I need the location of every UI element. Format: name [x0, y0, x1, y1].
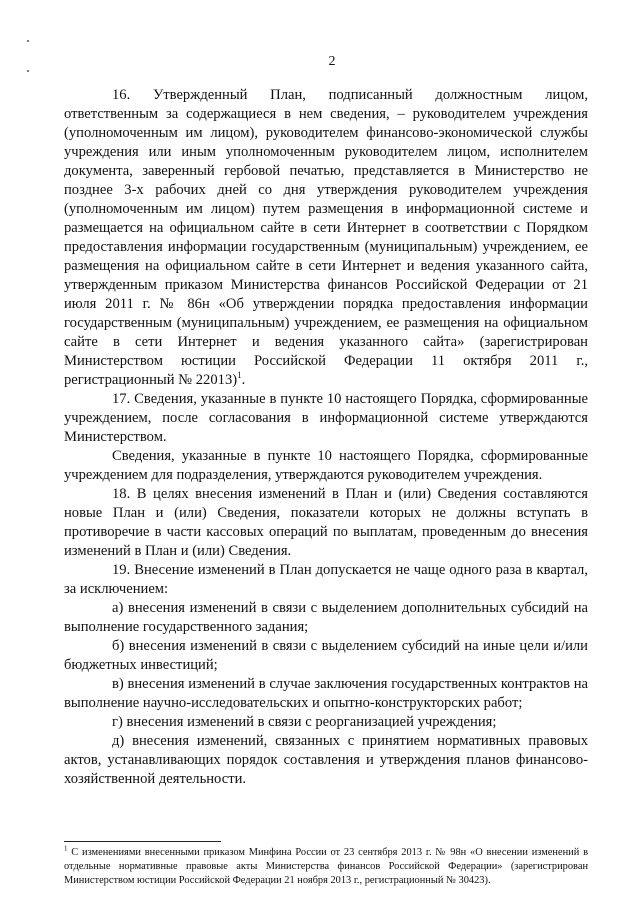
paragraph-16-end: .: [241, 372, 246, 388]
footnote-reference[interactable]: 1: [237, 370, 242, 381]
paragraph-19-item-c: в) внесения изменений в случае заключения государственных контрактов на выполнение научно-исследовательских и опытно-конструкторских работ;: [64, 676, 588, 711]
paragraph-19: 19. Внесение изменений в План допускается не чаще одного раза в квартал, за исключением:: [64, 562, 588, 597]
paragraph-16: [64, 86, 588, 390]
paragraph-17: 17. Сведения, указанные в пункте 10 настоящего Порядка, сформированные учреждением, после согласования в информационной системе утверждаются Министерством.: [64, 391, 588, 445]
scan-artifact: [27, 40, 29, 42]
paragraph-19-item-e: д) внесения изменений, связанных с принятием нормативных правовых актов, устанавливающих порядок составления и утверждения планов финансово-хозяйственной деятельности.: [64, 733, 588, 787]
scan-artifact: [27, 70, 29, 72]
paragraph-19-item-d: г) внесения изменений в связи с реорганизацией учреждения;: [112, 714, 497, 730]
footnote-text: С изменениями внесенными приказом Минфина России от 23 сентября 2013 г. № 98н «О внесении изменений в отдельные нормативные правовые акты Министерства финансов Российской Федерации» (зарегистрирован Министерством юстиции Российской Федерации 21 ноября 2013 г., регистрационный № 30423).: [64, 847, 588, 886]
footnote: [64, 846, 588, 888]
document-body: [64, 86, 588, 789]
paragraph-19-item-b: б) внесения изменений в связи с выделением субсидий на иные цели и/или бюджетных инвестиций;: [64, 638, 588, 673]
footnote-marker: 1: [64, 844, 68, 853]
footnote-separator: [64, 841, 221, 842]
paragraph-18: 18. В целях внесения изменений в План и (или) Сведения составляются новые План и (или) Сведения, показатели которых не должны вступать в противоречие в части кассовых операций по выплатам, проведенным до внесения изменений в План и (или) Сведения.: [64, 486, 588, 559]
paragraph-19-item-a: а) внесения изменений в связи с выделением дополнительных субсидий на выполнение государственного задания;: [64, 600, 588, 635]
paragraph-17-continued: Сведения, указанные в пункте 10 настоящего Порядка, сформированные учреждением для подразделения, утверждаются руководителем учреждения.: [64, 448, 588, 483]
paragraph-16-text: 16. Утвержденный План, подписанный должностным лицом, ответственным за содержащиеся в нем сведения, – руководителем учреждения (уполномоченным им лицом), руководителем финансово-экономической службы учреждения или иным уполномоченным руководителем лицом, исполнителем документа, заверенный гербовой печатью, представляется в Министерство не позднее 3-х рабочих дней со дня утверждения руководителем учреждения (уполномоченным им лицом) путем размещения в информационной системе и размещается на официальном сайте в сети Интернет в соответствии с Порядком предоставления информации государственным (муниципальным) учреждением, ее размещения на официальном сайте в сети Интернет и ведения указанного сайта, утвержденным приказом Министерства финансов Российской Федерации от 21 июля 2011 г. № 86н «Об утверждении порядка предоставления информации государственным (муниципальным) учреждением, ее размещения на официальном сайте в сети Интернет и ведения указанного сайта» (зарегистрирован Министерством юстиции Российской Федерации 11 октября 2011 г., регистрационный № 22013): [64, 87, 588, 388]
page-number: 2: [328, 54, 336, 69]
